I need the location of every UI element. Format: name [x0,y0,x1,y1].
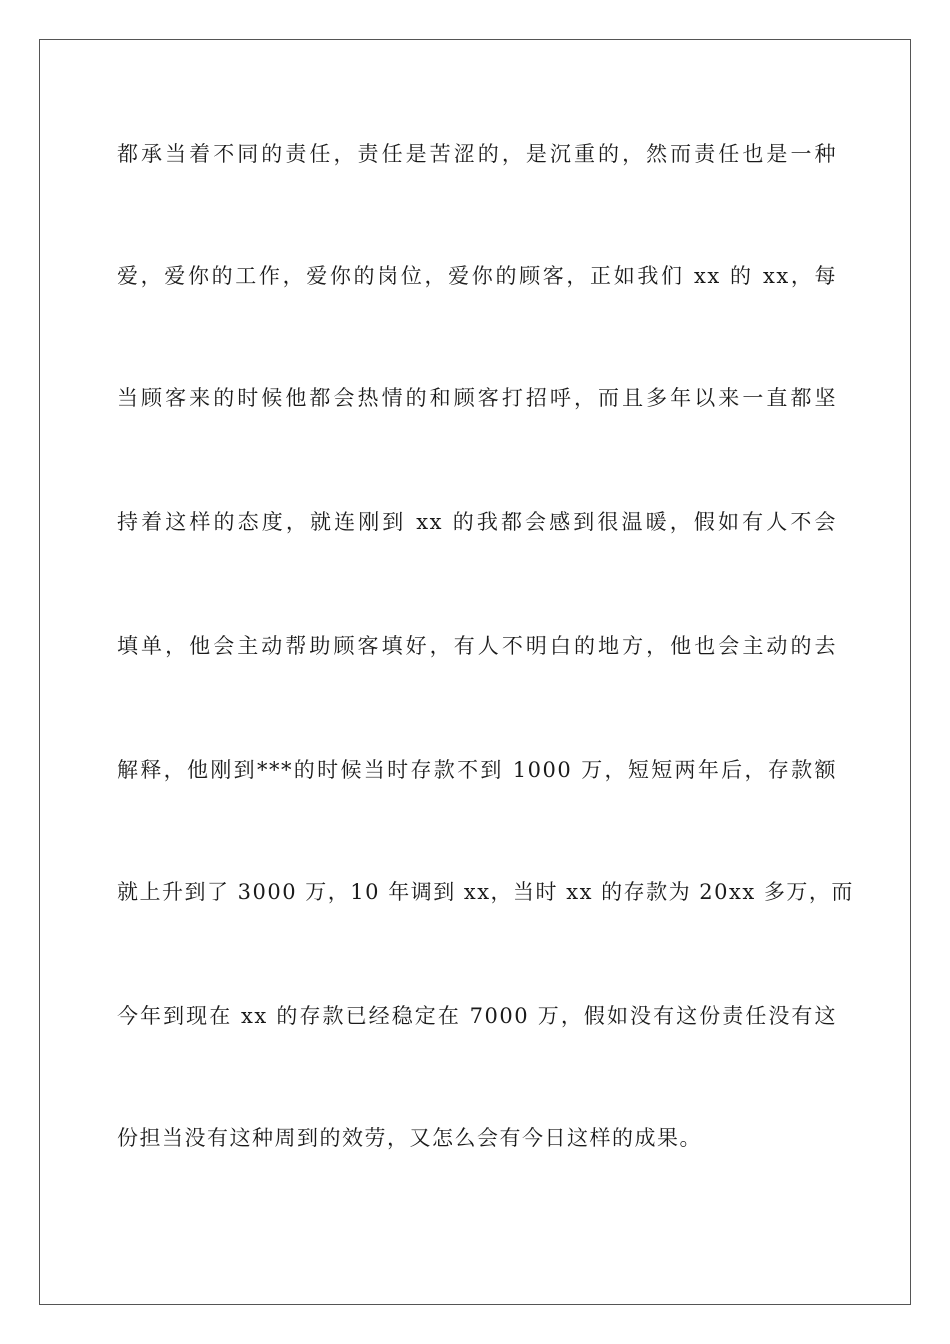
paragraph-line-1: 都承当着不同的责任，责任是苦涩的，是沉重的，然而责任也是一种 [117,142,837,166]
paragraph-line-4: 持着这样的态度，就连刚到 xx 的我都会感到很温暖，假如有人不会 [117,510,837,534]
paragraph-line-2: 爱，爱你的工作，爱你的岗位，爱你的顾客，正如我们 xx 的 xx，每 [117,264,837,288]
page-border [39,39,911,1305]
paragraph-line-9: 份担当没有这种周到的效劳，又怎么会有今日这样的成果。 [117,1126,702,1150]
paragraph-line-5: 填单，他会主动帮助顾客填好，有人不明白的地方，他也会主动的去 [117,634,837,658]
paragraph-line-3: 当顾客来的时候他都会热情的和顾客打招呼，而且多年以来一直都坚 [117,386,837,410]
paragraph-line-8: 今年到现在 xx 的存款已经稳定在 7000 万，假如没有这份责任没有这 [117,1004,837,1028]
paragraph-line-6: 解释，他刚到***的时候当时存款不到 1000 万，短短两年后，存款额 [117,758,837,782]
paragraph-line-7: 就上升到了 3000 万，10 年调到 xx，当时 xx 的存款为 20xx 多万，而 [117,880,854,904]
